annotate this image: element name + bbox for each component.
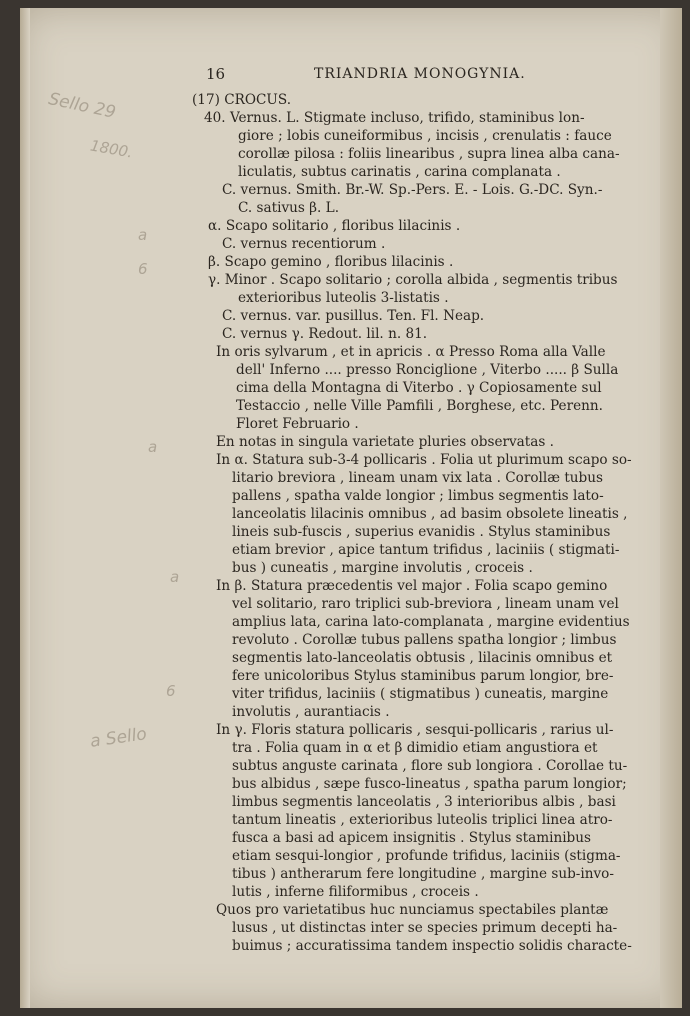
text-line: segmentis lato-lanceolatis obtusis , lilacinis omnibus et (232, 650, 613, 666)
text-line: etiam sesqui-longior , profunde trifidus, laciniis (stigma- (232, 848, 621, 864)
text-line: bus albidus , sæpe fusco-lineatus , spatha parum longior; (232, 776, 627, 792)
margin-note: Sello 29 (46, 89, 118, 123)
text-line: 40. Vernus. L. Stigmate incluso, trifido, staminibus lon- (204, 110, 585, 126)
text-line: In γ. Floris statura pollicaris , sesqui-pollicaris , rarius ul- (216, 722, 614, 738)
margin-note: a Sello (88, 724, 149, 752)
margin-note: a (138, 226, 148, 244)
text-line: Floret Februario . (236, 416, 359, 432)
text-line: cima della Montagna di Viterbo . γ Copiosamente sul (236, 380, 602, 396)
text-line: buimus ; accuratissima tandem inspectio solidis characte- (232, 938, 632, 954)
text-line: lanceolatis lilacinis omnibus , ad basim obsolete lineatis , (232, 506, 628, 522)
text-line: C. vernus. var. pusillus. Ten. Fl. Neap. (222, 308, 485, 324)
text-line: In β. Statura præcedentis vel major . Folia scapo gemino (216, 578, 608, 594)
text-line: En notas in singula varietate pluries observatas . (216, 434, 554, 450)
text-line: corollæ pilosa : foliis linearibus , supra linea alba cana- (238, 146, 620, 162)
text-line: fere unicoloribus Stylus staminibus parum longior, bre- (232, 668, 614, 684)
text-line: In α. Statura sub-3-4 pollicaris . Folia ut plurimum scapo so- (216, 452, 632, 468)
text-line: C. sativus β. L. (238, 200, 340, 216)
margin-note: a (148, 438, 158, 456)
text-line: pallens , spatha valde longior ; limbus segmentis lato- (232, 488, 604, 504)
book-page (20, 8, 682, 1008)
text-line: In oris sylvarum , et in apricis . α Presso Roma alla Valle (216, 344, 606, 360)
text-line: tibus ) antherarum fere longitudine , margine sub-invo- (232, 866, 614, 882)
text-line: fusca a basi ad apicem insignitis . Stylus staminibus (232, 830, 591, 846)
text-line: giore ; lobis cuneiformibus , incisis , crenulatis : fauce (238, 128, 612, 144)
text-line: lusus , ut distinctas inter se species primum decepti ha- (232, 920, 618, 936)
text-line: involutis , aurantiacis . (232, 704, 390, 720)
text-line: tra . Folia quam in α et β dimidio etiam angustiora et (232, 740, 598, 756)
text-line: vel solitario, raro triplici sub-breviora , lineam unam vel (232, 596, 619, 612)
text-line: Quos pro varietatibus huc nunciamus spectabiles plantæ (216, 902, 609, 918)
text-line: lineis sub-fuscis , superius evanidis . Stylus staminibus (232, 524, 611, 540)
text-line: Testaccio , nelle Ville Pamfili , Borghese, etc. Perenn. (236, 398, 603, 414)
text-line: α. Scapo solitario , floribus lilacinis . (208, 218, 461, 234)
text-line: C. vernus. Smith. Br.-W. Sp.-Pers. E. - Lois. G.-DC. Syn.- (222, 182, 603, 198)
page-gutter-shadow (20, 8, 30, 1008)
text-line: lutis , inferne filiformibus , croceis . (232, 884, 479, 900)
text-line: dell' Inferno .... presso Ronciglione , Viterbo ..... β Sulla (236, 362, 619, 378)
margin-note: a (170, 568, 180, 586)
text-line: exterioribus luteolis 3-listatis . (238, 290, 449, 306)
text-line: liculatis, subtus carinatis , carina complanata . (238, 164, 561, 180)
page-number: 16 (206, 65, 226, 83)
page-edge (660, 8, 682, 1008)
margin-note: 1800. (88, 136, 135, 162)
text-line: litario breviora , lineam unam vix lata . Corollæ tubus (232, 470, 603, 486)
text-line: amplius lata, carina lato-complanata , margine evidentius (232, 614, 630, 630)
text-line: C. vernus γ. Redout. lil. n. 81. (222, 326, 428, 342)
text-line: bus ) cuneatis , margine involutis , croceis . (232, 560, 533, 576)
text-line: γ. Minor . Scapo solitario ; corolla albida , segmentis tribus (208, 272, 618, 288)
text-line: revoluto . Corollæ tubus pallens spatha longior ; limbus (232, 632, 617, 648)
running-title: TRIANDRIA MONOGYNIA. (314, 66, 526, 82)
text-line: β. Scapo gemino , floribus lilacinis . (208, 254, 454, 270)
text-line: C. vernus recentiorum . (222, 236, 386, 252)
text-line: viter trifidus, laciniis ( stigmatibus ) cuneatis, margine (232, 686, 609, 702)
margin-note: 6 (166, 682, 176, 700)
text-line: etiam brevior , apice tantum trifidus , laciniis ( stigmati- (232, 542, 620, 558)
margin-note: 6 (138, 260, 148, 278)
text-line: tantum lineatis , exterioribus luteolis triplici linea atro- (232, 812, 613, 828)
text-line: subtus anguste carinata , flore sub longiora . Corollae tu- (232, 758, 628, 774)
text-line: limbus segmentis lanceolatis , 3 interioribus albis , basi (232, 794, 616, 810)
text-line: (17) CROCUS. (192, 92, 292, 108)
